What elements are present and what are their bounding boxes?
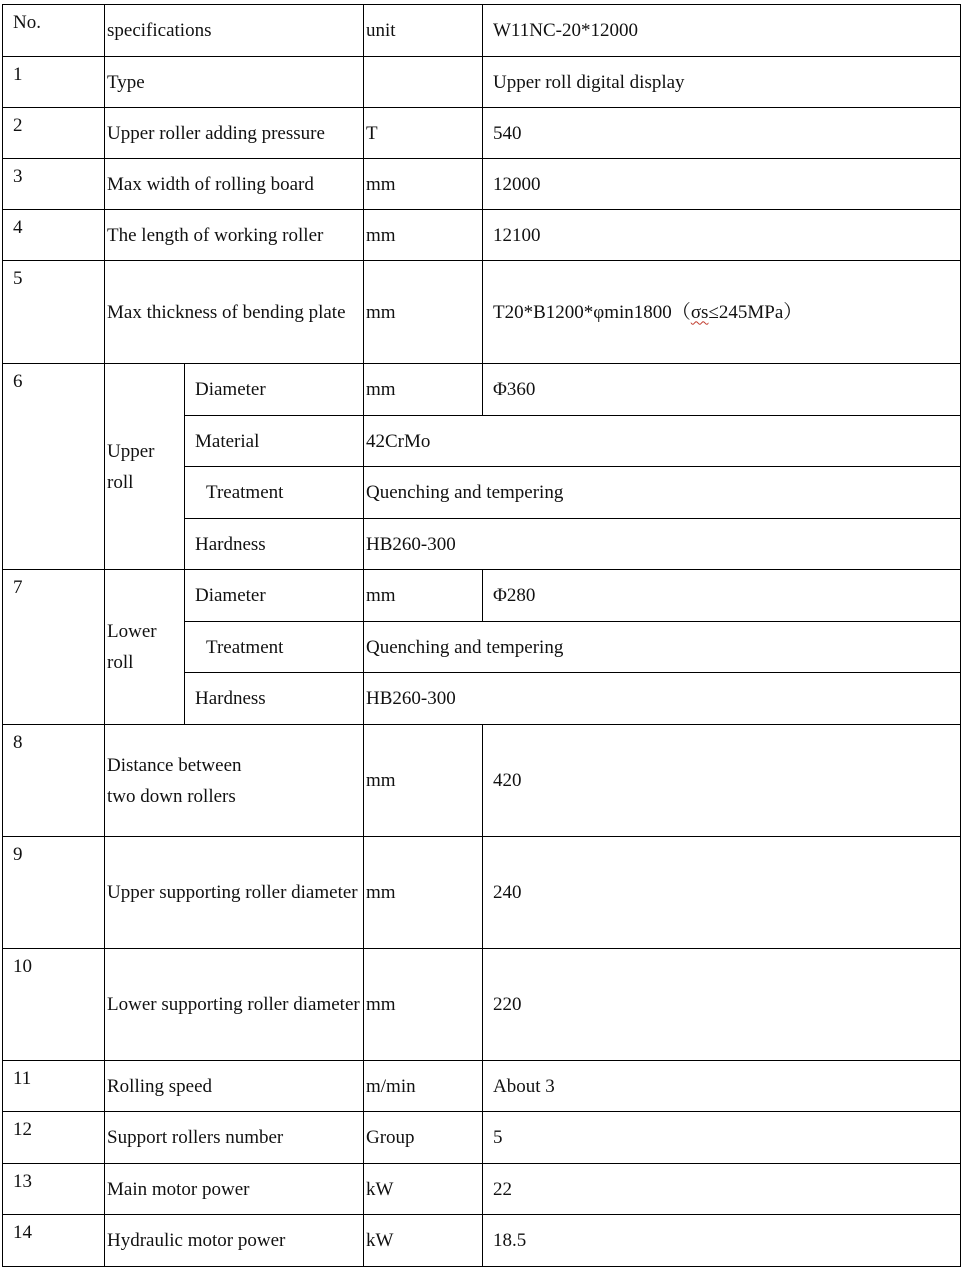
row-value: 18.5 xyxy=(483,1215,961,1267)
table-row xyxy=(3,1215,961,1267)
table-row xyxy=(3,1061,961,1112)
table-row xyxy=(3,725,961,837)
row-no: 4 xyxy=(3,210,105,261)
row-no: 5 xyxy=(3,261,105,364)
upper-treatment-label: Treatment xyxy=(185,467,364,519)
lower-diameter-label: Diameter xyxy=(185,570,364,622)
lower-diameter-value: Φ280 xyxy=(483,570,961,622)
row-value: 420 xyxy=(483,725,961,837)
row-spec: Max thickness of bending plate xyxy=(105,261,364,364)
row-value: 12100 xyxy=(483,210,961,261)
row-spec: Upper roller adding pressure xyxy=(105,108,364,159)
row-value: 540 xyxy=(483,108,961,159)
row-unit: mm xyxy=(364,210,483,261)
upper-roll-row xyxy=(3,364,961,416)
table-row xyxy=(3,1164,961,1215)
row-spec: Max width of rolling board xyxy=(105,159,364,210)
row-unit: m/min xyxy=(364,1061,483,1112)
row-no: 2 xyxy=(3,108,105,159)
header-row xyxy=(3,5,961,57)
upper-diameter-value: Φ360 xyxy=(483,364,961,416)
upper-material-label: Material xyxy=(185,416,364,467)
table-row xyxy=(3,837,961,949)
row-spec: Hydraulic motor power xyxy=(105,1215,364,1267)
row-spec: The length of working roller xyxy=(105,210,364,261)
header-no: No. xyxy=(3,5,105,57)
upper-diameter-unit: mm xyxy=(364,364,483,416)
row-value: 240 xyxy=(483,837,961,949)
row-unit: Group xyxy=(364,1112,483,1164)
upper-treatment-value: Quenching and tempering xyxy=(364,467,961,519)
upper-roll-group: Upper roll xyxy=(105,364,185,570)
value-suffix: ≤245MPa） xyxy=(708,301,803,323)
row-spec: Lower supporting roller diameter xyxy=(105,949,364,1061)
yield-strength-symbol: σs xyxy=(690,301,709,323)
row-unit: mm xyxy=(364,837,483,949)
specifications-table xyxy=(2,4,961,1267)
row-no: 3 xyxy=(3,159,105,210)
table-row xyxy=(3,1112,961,1164)
value-prefix: T20*B1200*φmin1800（ xyxy=(493,301,691,323)
row-value xyxy=(483,261,961,364)
header-unit: unit xyxy=(364,5,483,57)
row-unit: kW xyxy=(364,1164,483,1215)
row-no: 1 xyxy=(3,57,105,108)
lower-roll-group: Lower roll xyxy=(105,570,185,725)
upper-diameter-label: Diameter xyxy=(185,364,364,416)
row-no: 11 xyxy=(3,1061,105,1112)
row-spec-line2: two down rollers xyxy=(107,785,236,807)
row-spec: Rolling speed xyxy=(105,1061,364,1112)
row-unit: mm xyxy=(364,261,483,364)
lower-roll-row xyxy=(3,570,961,622)
table-row xyxy=(3,261,961,364)
row-spec: Main motor power xyxy=(105,1164,364,1215)
lower-hardness-label: Hardness xyxy=(185,673,364,725)
row-spec-line1: Distance between xyxy=(107,754,242,776)
row-no: 7 xyxy=(3,570,105,725)
row-value: About 3 xyxy=(483,1061,961,1112)
row-value: 22 xyxy=(483,1164,961,1215)
row-no: 12 xyxy=(3,1112,105,1164)
lower-treatment-value: Quenching and tempering xyxy=(364,622,961,673)
row-spec: Type xyxy=(105,57,364,108)
row-unit: kW xyxy=(364,1215,483,1267)
row-value: 12000 xyxy=(483,159,961,210)
row-spec: Support rollers number xyxy=(105,1112,364,1164)
row-no: 14 xyxy=(3,1215,105,1267)
row-value: 220 xyxy=(483,949,961,1061)
row-value: Upper roll digital display xyxy=(483,57,961,108)
row-unit xyxy=(364,57,483,108)
row-no: 10 xyxy=(3,949,105,1061)
row-unit: mm xyxy=(364,725,483,837)
table-row xyxy=(3,57,961,108)
lower-hardness-value: HB260-300 xyxy=(364,673,961,725)
upper-hardness-value: HB260-300 xyxy=(364,519,961,570)
row-unit: T xyxy=(364,108,483,159)
table-row xyxy=(3,949,961,1061)
row-value: 5 xyxy=(483,1112,961,1164)
upper-hardness-label: Hardness xyxy=(185,519,364,570)
row-no: 6 xyxy=(3,364,105,570)
spec-table-container xyxy=(2,4,961,1267)
row-no: 9 xyxy=(3,837,105,949)
header-model: W11NC-20*12000 xyxy=(483,5,961,57)
row-spec: Upper supporting roller diameter xyxy=(105,837,364,949)
header-specifications: specifications xyxy=(105,5,364,57)
lower-diameter-unit: mm xyxy=(364,570,483,622)
row-unit: mm xyxy=(364,159,483,210)
row-no: 13 xyxy=(3,1164,105,1215)
table-row xyxy=(3,108,961,159)
lower-treatment-label: Treatment xyxy=(185,622,364,673)
upper-material-value: 42CrMo xyxy=(364,416,961,467)
table-row xyxy=(3,159,961,210)
table-row xyxy=(3,210,961,261)
row-no: 8 xyxy=(3,725,105,837)
row-unit: mm xyxy=(364,949,483,1061)
row-spec xyxy=(105,725,364,837)
